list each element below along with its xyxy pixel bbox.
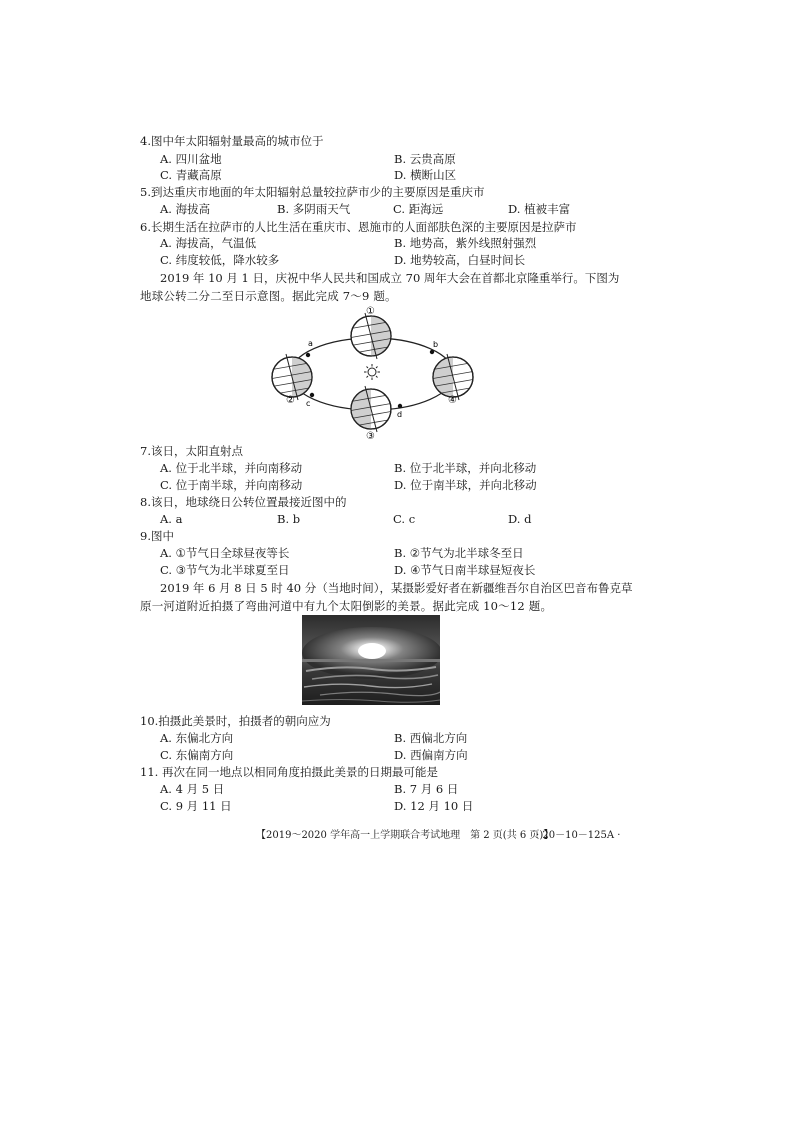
earth-orbit-diagram xyxy=(268,302,490,442)
q11-option-a: A. 4 月 5 日 xyxy=(160,782,225,796)
label-position-1: ① xyxy=(366,306,375,317)
q6-option-b: B. 地势高，紫外线照射强烈 xyxy=(394,236,537,250)
orbit-point-a xyxy=(306,353,310,357)
earth-position-1 xyxy=(348,313,394,359)
q7-option-c: C. 位于南半球，并向南移动 xyxy=(160,478,303,492)
q10-option-b: B. 西偏北方向 xyxy=(394,731,468,745)
earth-position-3 xyxy=(348,386,394,432)
label-position-2: ② xyxy=(286,395,295,406)
q5-option-d: D. 植被丰富 xyxy=(508,202,571,216)
q9-option-d: D. ④节气日南半球昼短夜长 xyxy=(394,563,536,577)
q4-option-a: A. 四川盆地 xyxy=(160,152,222,166)
q6-option-d: D. 地势较高，白昼时间长 xyxy=(394,253,526,267)
label-b: b xyxy=(433,340,439,349)
q8-option-b: B. b xyxy=(277,512,301,526)
q6-option-c: C. 纬度较低，降水较多 xyxy=(160,253,280,267)
q5-option-a: A. 海拔高 xyxy=(160,202,211,216)
q9-stem: 9.图中 xyxy=(140,529,174,543)
q11-option-c: C. 9 月 11 日 xyxy=(160,799,232,813)
q9-option-c: C. ③节气为北半球夏至日 xyxy=(160,563,290,577)
q9-option-b: B. ②节气为北半球冬至日 xyxy=(394,546,524,560)
label-position-3: ③ xyxy=(366,431,375,442)
earth-position-2 xyxy=(269,354,315,400)
label-a: a xyxy=(308,339,313,348)
q6-stem: 6.长期生活在拉萨市的人比生活在重庆市、恩施市的人面部肤色深的主要原因是拉萨市 xyxy=(140,220,577,234)
orbit-point-d xyxy=(398,404,402,408)
page-footer-code: · 20－10－125A · xyxy=(536,830,621,841)
q10-option-a: A. 东偏北方向 xyxy=(160,731,234,745)
orbit-point-b xyxy=(430,350,434,354)
passage2-line1: 2019 年 6 月 8 日 5 时 40 分（当地时间），某摄影爱好者在新疆维吾尔自治区巴音布鲁克草 xyxy=(160,581,633,595)
label-d: d xyxy=(397,410,403,419)
label-c: c xyxy=(306,399,311,408)
q8-option-c: C. c xyxy=(393,512,416,526)
q5-stem: 5.到达重庆市地面的年太阳辐射总量较拉萨市少的主要原因是重庆市 xyxy=(140,185,485,199)
q7-option-d: D. 位于南半球，并向北移动 xyxy=(394,478,537,492)
passage1-line1: 2019 年 10 月 1 日，庆祝中华人民共和国成立 70 周年大会在首都北京隆重举行。下图为 xyxy=(160,271,620,285)
q8-option-d: D. d xyxy=(508,512,532,526)
sun-icon xyxy=(364,364,380,380)
q4-option-d: D. 横断山区 xyxy=(394,168,457,182)
q11-option-b: B. 7 月 6 日 xyxy=(394,782,459,796)
q7-option-a: A. 位于北半球，并向南移动 xyxy=(160,461,303,475)
q4-option-b: B. 云贵高原 xyxy=(394,152,456,166)
q8-option-a: A. a xyxy=(160,512,183,526)
label-position-4: ④ xyxy=(448,395,457,406)
q10-stem: 10.拍摄此美景时，拍摄者的朝向应为 xyxy=(140,714,331,728)
q9-option-a: A. ①节气日全球昼夜等长 xyxy=(160,546,290,560)
q10-option-d: D. 西偏南方向 xyxy=(394,748,468,762)
river-sunrise-photo xyxy=(302,615,440,705)
earth-position-4 xyxy=(430,354,476,400)
orbit-point-c xyxy=(310,393,314,397)
q5-option-b: B. 多阴雨天气 xyxy=(277,202,351,216)
page-footer-info: 【2019～2020 学年高一上学期联合考试地理 第 2 页(共 6 页)】 xyxy=(256,830,554,841)
q8-stem: 8.该日，地球绕日公转位置最接近图中的 xyxy=(140,495,347,509)
passage2-line2: 原一河道附近拍摄了弯曲河道中有九个太阳倒影的美景。据此完成 10～12 题。 xyxy=(140,599,553,613)
q4-stem: 4.图中年太阳辐射量最高的城市位于 xyxy=(140,134,324,148)
q6-option-a: A. 海拔高，气温低 xyxy=(160,236,257,250)
q11-option-d: D. 12 月 10 日 xyxy=(394,799,474,813)
passage1-line2: 地球公转二分二至日示意图。据此完成 7～9 题。 xyxy=(140,289,397,303)
q7-stem: 7.该日，太阳直射点 xyxy=(140,444,243,458)
q5-option-c: C. 距海远 xyxy=(393,202,444,216)
q7-option-b: B. 位于北半球，并向北移动 xyxy=(394,461,537,475)
q11-stem: 11. 再次在同一地点以相同角度拍摄此美景的日期最可能是 xyxy=(140,765,438,779)
q4-option-c: C. 青藏高原 xyxy=(160,168,222,182)
q10-option-c: C. 东偏南方向 xyxy=(160,748,234,762)
